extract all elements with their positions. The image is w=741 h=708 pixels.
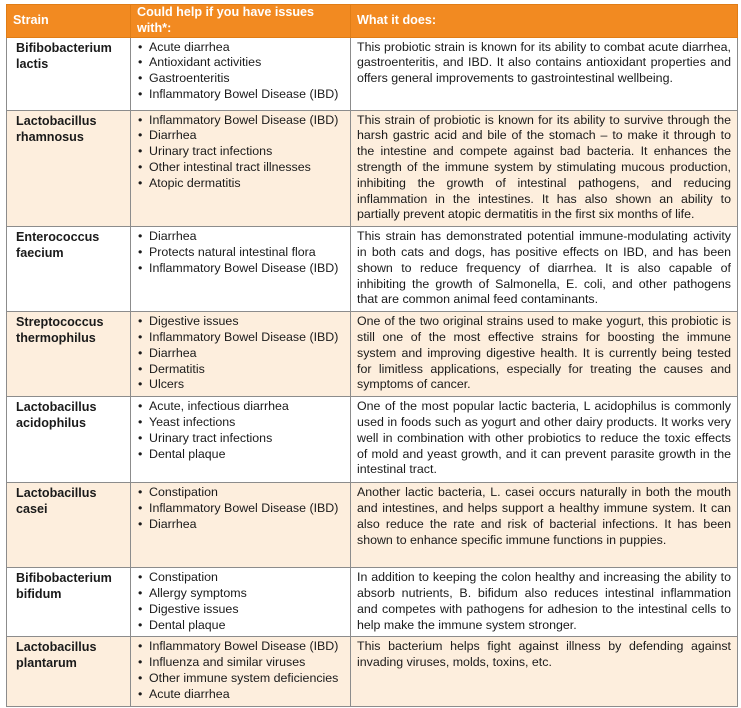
list-item: • Yeast infections xyxy=(137,415,346,431)
description-cell: This strain of probiotic is known for its ability to survive through the harsh gastric acid and bile of the stomach – to make it through to the intestine and compete against bad bacteria. It enhances the strength of the immune system by stimulating mucous production, inhibiting the growth of intestinal pathogens, and reducing inflammation in the intestines. It has also shown an ability to partially prevent atopic dermatitis in the first six months of life. xyxy=(351,110,738,227)
list-item: • Other immune system deficiencies xyxy=(137,671,346,687)
description-cell: One of the two original strains used to make yogurt, this probiotic is still one of the most effective strains for boosting the immune system and improving digestive health. It is currently being tested for limitless applications, especially for treating the causes and symptoms of cancer. xyxy=(351,312,738,397)
issues-cell xyxy=(131,637,351,707)
header-what-it-does: What it does: xyxy=(351,5,738,38)
strain-genus: Bifibobacterium xyxy=(16,571,112,586)
issues-cell xyxy=(131,483,351,568)
list-item: • Diarrhea xyxy=(137,229,346,245)
list-item: • Constipation xyxy=(137,485,346,501)
strain-genus: Lactobacillus xyxy=(16,113,97,128)
strain-species: lactis xyxy=(16,56,49,71)
list-item: • Influenza and similar viruses xyxy=(137,655,346,671)
list-item: • Acute diarrhea xyxy=(137,40,346,56)
table-row xyxy=(7,110,738,227)
list-item: • Diarrhea xyxy=(137,128,346,144)
issues-cell xyxy=(131,312,351,397)
issues-cell xyxy=(131,568,351,637)
table-row xyxy=(7,483,738,568)
list-item: • Inflammatory Bowel Disease (IBD) xyxy=(137,113,346,129)
strain-genus: Lactobacillus xyxy=(16,640,97,655)
list-item: • Inflammatory Bowel Disease (IBD) xyxy=(137,639,346,655)
strain-name xyxy=(7,37,131,110)
list-item: • Atopic dermatitis xyxy=(137,176,346,192)
table-row xyxy=(7,312,738,397)
table-row xyxy=(7,637,738,707)
probiotic-strains-table xyxy=(6,4,738,707)
description-cell: One of the most popular lactic bacteria, L acidophilus is commonly used in foods such as yogurt and other dairy products. It works very well in combination with other probiotics to reduce the toxic effects of mold and yeast growth, and it can prevent parasite growth in the intestinal tract. xyxy=(351,397,738,483)
description-cell: This probiotic strain is known for its ability to combat acute diarrhea, gastroenteritis, and IBD. It also contains antioxidant properties and offers general improvements to gastrointestinal wellbeing. xyxy=(351,37,738,110)
description-cell: Another lactic bacteria, L. casei occurs naturally in both the mouth and intestines, and helps support a healthy immune system. It can also reduce the rate and risk of bacterial infections. It has been shown to enhance specific immune functions in puppies. xyxy=(351,483,738,568)
table-row xyxy=(7,568,738,637)
list-item: • Urinary tract infections xyxy=(137,431,346,447)
strain-species: acidophilus xyxy=(16,416,86,431)
strain-species: thermophilus xyxy=(16,331,96,346)
list-item: • Ulcers xyxy=(137,377,346,393)
list-item: • Dental plaque xyxy=(137,447,346,463)
list-item: • Constipation xyxy=(137,570,346,586)
table-row xyxy=(7,397,738,483)
issues-cell xyxy=(131,227,351,312)
description-cell: In addition to keeping the colon healthy and increasing the ability to absorb nutrients, B. bifidum also reduces intestinal inflammation and competes with pathogens for adhesion to the intestinal cells to help make the immune system stronger. xyxy=(351,568,738,637)
header-issues: Could help if you have issues with*: xyxy=(131,5,351,38)
list-item: • Digestive issues xyxy=(137,602,346,618)
list-item: • Gastroenteritis xyxy=(137,71,346,87)
list-item: • Acute diarrhea xyxy=(137,687,346,703)
list-item: • Acute, infectious diarrhea xyxy=(137,399,346,415)
description-cell: This strain has demonstrated potential immune-modulating activity in both cats and dogs, has positive effects on IBD, and has been shown to reduce frequency of diarrhea. It is also capable of inhibiting the growth of Salmonella, E. coli, and other pathogens that are common animal feed contaminants. xyxy=(351,227,738,312)
list-item: • Urinary tract infections xyxy=(137,144,346,160)
strain-name xyxy=(7,568,131,637)
strain-genus: Bifibobacterium xyxy=(16,40,112,55)
strain-genus: Streptococcus xyxy=(16,315,104,330)
list-item: • Dental plaque xyxy=(137,618,346,634)
list-item: • Inflammatory Bowel Disease (IBD) xyxy=(137,261,346,277)
strain-genus: Lactobacillus xyxy=(16,486,97,501)
list-item: • Inflammatory Bowel Disease (IBD) xyxy=(137,87,346,103)
strain-name xyxy=(7,483,131,568)
issues-cell xyxy=(131,37,351,110)
strain-name xyxy=(7,397,131,483)
list-item: • Other intestinal tract illnesses xyxy=(137,160,346,176)
list-item: • Dermatitis xyxy=(137,362,346,378)
issues-cell xyxy=(131,397,351,483)
strain-species: rhamnosus xyxy=(16,129,84,144)
header-strain: Strain xyxy=(7,5,131,38)
list-item: • Inflammatory Bowel Disease (IBD) xyxy=(137,330,346,346)
list-item: • Antioxidant activities xyxy=(137,55,346,71)
list-item: • Inflammatory Bowel Disease (IBD) xyxy=(137,501,346,517)
table-row xyxy=(7,227,738,312)
strain-name xyxy=(7,227,131,312)
strain-genus: Lactobacillus xyxy=(16,400,97,415)
issues-cell xyxy=(131,110,351,227)
table-header-row xyxy=(7,5,738,38)
strain-species: faecium xyxy=(16,246,64,261)
strain-species: plantarum xyxy=(16,656,77,671)
list-item: • Protects natural intestinal flora xyxy=(137,245,346,261)
list-item: • Diarrhea xyxy=(137,346,346,362)
strain-species: casei xyxy=(16,502,48,517)
strain-name xyxy=(7,312,131,397)
description-cell: This bacterium helps fight against illness by defending against invading viruses, molds, toxins, etc. xyxy=(351,637,738,707)
list-item: • Allergy symptoms xyxy=(137,586,346,602)
table-row xyxy=(7,37,738,110)
strain-name xyxy=(7,637,131,707)
list-item: • Diarrhea xyxy=(137,517,346,533)
strain-genus: Enterococcus xyxy=(16,230,100,245)
list-item: • Digestive issues xyxy=(137,314,346,330)
strain-species: bifidum xyxy=(16,587,62,602)
strain-name xyxy=(7,110,131,227)
